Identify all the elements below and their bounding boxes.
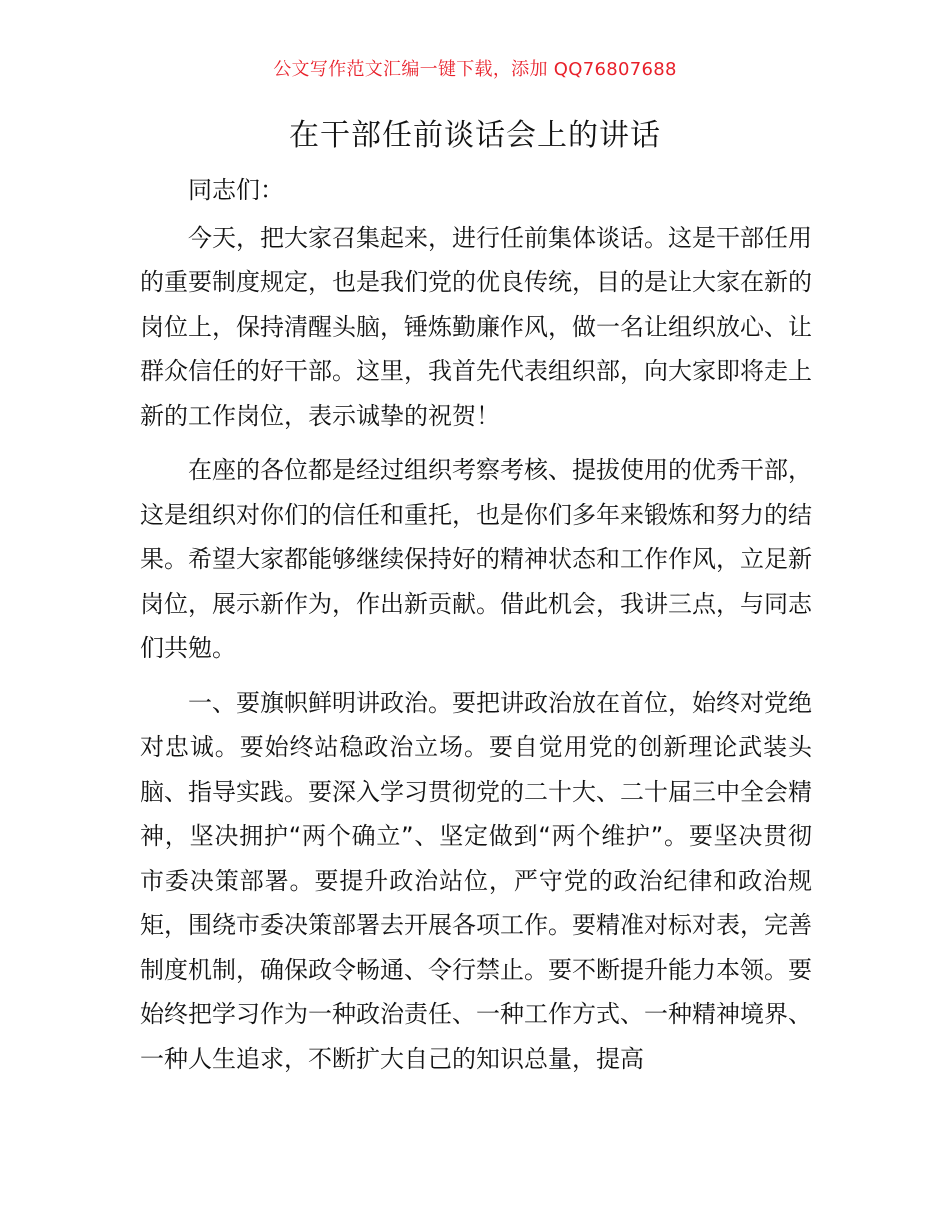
paragraph-2: 在座的各位都是经过组织考察考核、提拔使用的优秀干部，这是组织对你们的信任和重托，也是你们多年来锻炼和努力的结果。希望大家都能够继续保持好的精神状态和工作作风，立足新岗位，展示新作为，作出新贡献。借此机会，我讲三点，与同志们共勉。 xyxy=(140,456,812,662)
paragraph-1: 今天，把大家召集起来，进行任前集体谈话。这是干部任用的重要制度规定，也是我们党的优良传统，目的是让大家在新的岗位上，保持清醒头脑，锤炼勤廉作风，做一名让组织放心、让群众信任的好干部。这里，我首先代表组织部，向大家即将走上新的工作岗位，表示诚挚的祝贺！ xyxy=(140,223,812,430)
salutation: 同志们： xyxy=(188,176,284,204)
document-body xyxy=(140,168,812,1081)
download-notice: 公文写作范文汇编一键下载，添加 QQ76807688 xyxy=(273,59,677,80)
document-title: 在干部任前谈话会上的讲话 xyxy=(289,118,661,153)
paragraph-3: 一、要旗帜鲜明讲政治。要把讲政治放在首位，始终对党绝对忠诚。要始终站稳政治立场。要自觉用党的创新理论武装头脑、指导实践。要深入学习贯彻党的二十大、二十届三中全会精神，坚决拥护“两个确立”、坚定做到“两个维护”。要坚决贯彻市委决策部署。要提升政治站位，严守党的政治纪律和政治规矩，围绕市委决策部署去开展各项工作。要精准对标对表，完善制度机制，确保政令畅通、令行禁止。要不断提升能力本领。要始终把学习作为一种政治责任、一种工作方式、一种精神境界、一种人生追求，不断扩大自己的知识总量，提高 xyxy=(140,688,812,1073)
